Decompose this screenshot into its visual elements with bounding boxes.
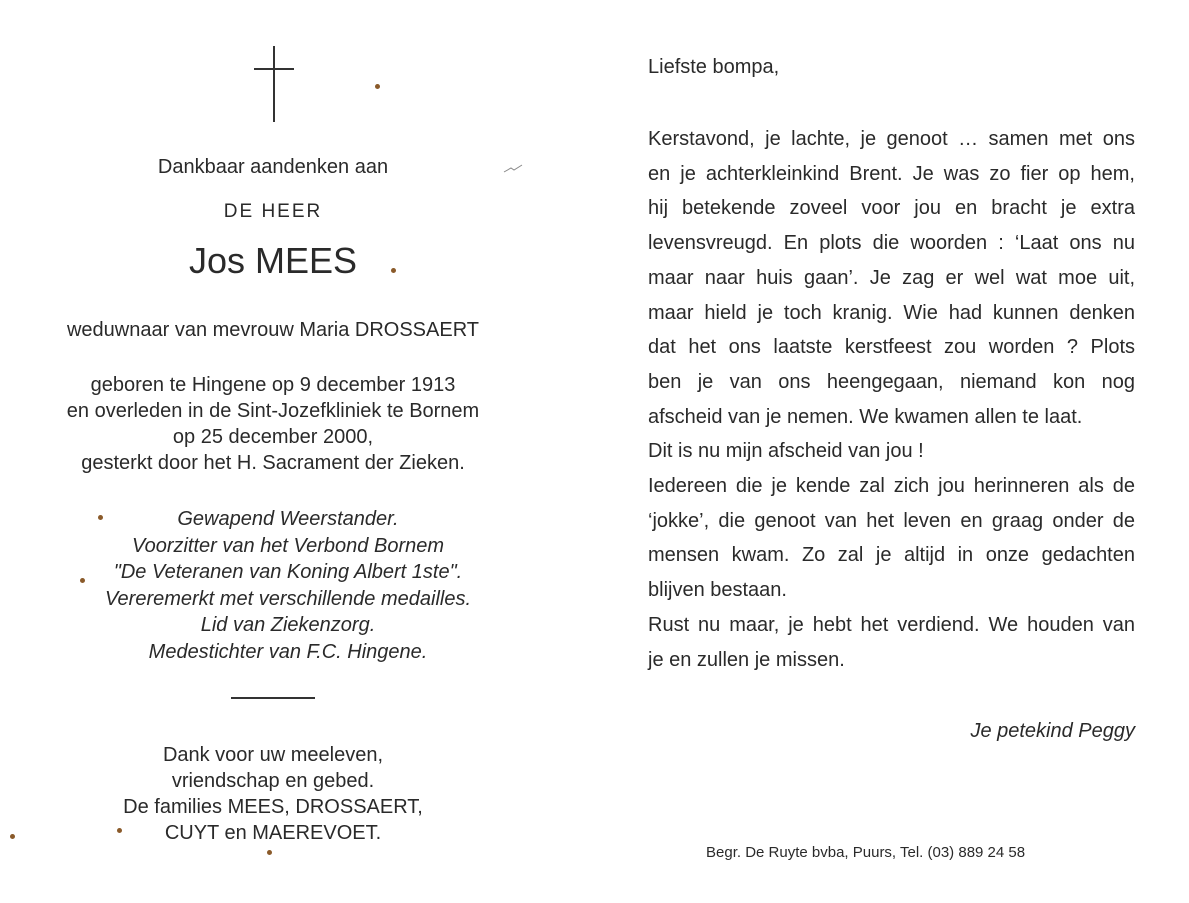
speck-mark [10, 834, 15, 839]
letter-line: levensvreugd. En plots die woorden : ‘Laat ons nu [648, 232, 1135, 255]
honorific: DE HEER [223, 201, 323, 222]
thanks-block [0, 742, 546, 846]
thanks-line: CUYT en MAEREVOET. [164, 822, 382, 844]
letter-line: mensen kwam. Zo zal je altijd in onze gedachten [648, 544, 1135, 567]
title-line: Gewapend Weerstander. [177, 508, 399, 530]
letter-line: Dit is nu mijn afscheid van jou ! [648, 440, 924, 463]
info-line: en overleden in de Sint-Jozefkliniek te Bornem [66, 400, 480, 422]
letter-body [648, 122, 1135, 677]
letter-line: blijven bestaan. [648, 579, 787, 602]
title-line: "De Veteranen van Koning Albert 1ste". [113, 561, 463, 583]
deceased-name: Jos MEES [188, 240, 358, 281]
right-panel [648, 0, 1138, 903]
title-line: Medestichter van F.C. Hingene. [148, 640, 428, 663]
letter-line: Iedereen die je kende zal zich jou herinneren als de [648, 475, 1135, 498]
letter-line: en je achterkleinkind Brent. Je was zo fier op hem, [648, 162, 1135, 185]
title-line: Voorzitter van het Verbond Bornem [131, 534, 445, 557]
speck-mark [98, 515, 103, 520]
scribble-mark [502, 162, 524, 176]
speck-mark [375, 84, 380, 89]
cross-icon [254, 46, 294, 122]
titles-block [0, 506, 576, 665]
title-line: Lid van Ziekenzorg. [200, 614, 376, 636]
info-line: gesterkt door het H. Sacrament der Zieken. [81, 452, 465, 474]
birth-death-info [0, 372, 546, 476]
divider [231, 697, 315, 699]
speck-mark [267, 850, 272, 855]
letter-line: ben je van ons heengegaan, niemand kon nog [648, 370, 1135, 393]
letter-line: dat het ons laatste kerstfeest zou worden ? Plots [648, 336, 1135, 359]
letter-line: maar hield je toch kranig. Wie had kunnen denken [648, 301, 1135, 324]
printer-credit: Begr. De Ruyte bvba, Puurs, Tel. (03) 889 24 58 [706, 844, 1026, 861]
title-line: Vereremerkt met verschillende medailles. [104, 587, 472, 610]
speck-mark [117, 828, 122, 833]
letter-line: Rust nu maar, je hebt het verdiend. We houden van [648, 613, 1135, 636]
left-panel [0, 0, 560, 903]
letter-line: Kerstavond, je lachte, je genoot … samen met ons [648, 128, 1135, 150]
info-line: geboren te Hingene op 9 december 1913 [90, 374, 456, 396]
speck-mark [391, 268, 396, 273]
letter-line: ‘jokke’, die genoot van het leven en graag onder de [648, 509, 1135, 532]
letter-line: je en zullen je missen. [648, 648, 845, 671]
signature: Je petekind Peggy [970, 720, 1135, 742]
thanks-line: Dank voor uw meeleven, [162, 744, 384, 766]
widower-line: weduwnaar van mevrouw Maria DROSSAERT [66, 319, 479, 341]
dedication-title: Dankbaar aandenken aan [157, 156, 389, 178]
greeting: Liefste bompa, [648, 56, 780, 78]
speck-mark [80, 578, 85, 583]
letter-line: hij betekende zoveel voor jou en bracht je extra [648, 197, 1135, 220]
info-line: op 25 december 2000, [172, 426, 374, 448]
thanks-line: De families MEES, DROSSAERT, [123, 796, 423, 818]
letter-line: maar naar huis gaan’. Je zag er wel wat moe uit, [648, 266, 1135, 289]
thanks-line: vriendschap en gebed. [171, 770, 375, 792]
letter-line: afscheid van je nemen. We kwamen allen te laat. [648, 405, 1083, 428]
